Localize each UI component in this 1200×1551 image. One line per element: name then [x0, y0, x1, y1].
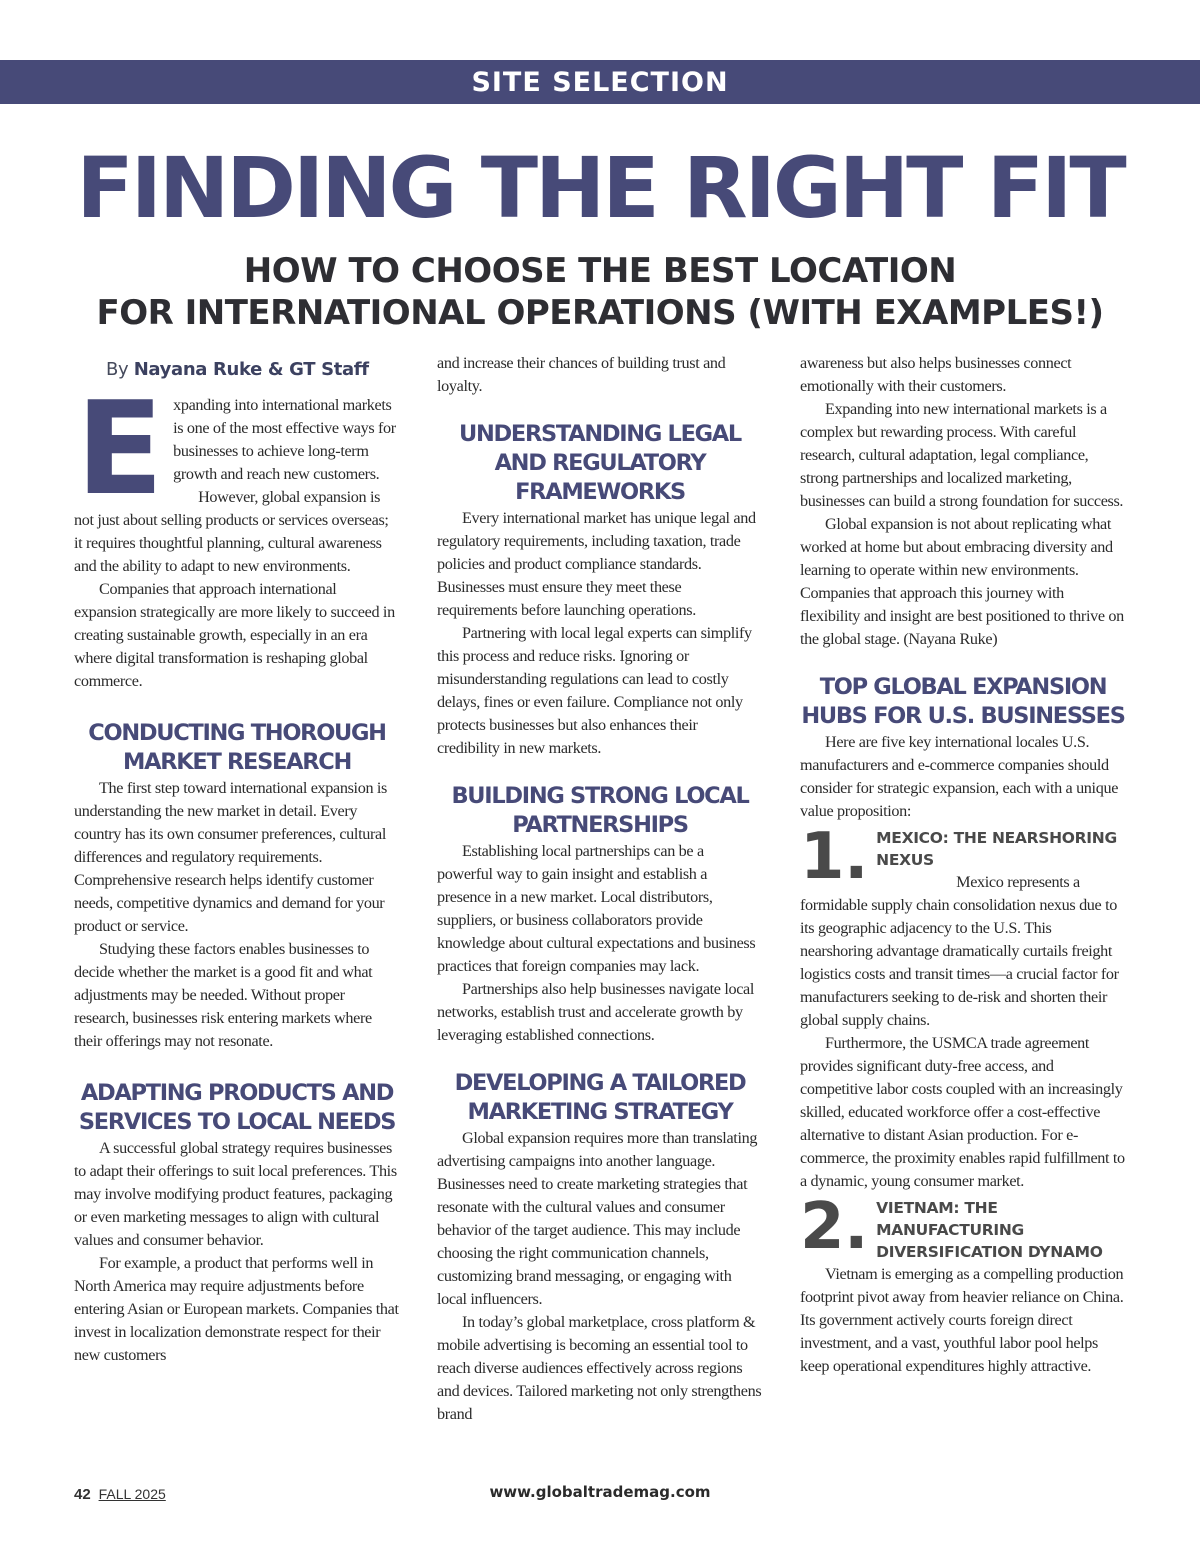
heading-legal: UNDERSTANDING LEGAL AND REGULATORY FRAMEWORKS: [459, 421, 741, 505]
hub-number: 2.: [800, 1190, 869, 1264]
column-2: [437, 352, 763, 1462]
drop-cap: E: [76, 375, 164, 524]
heading-hubs: TOP GLOBAL EXPANSION HUBS FOR U.S. BUSINESSES: [801, 674, 1125, 729]
page-number: 42: [74, 1486, 91, 1503]
body-paragraph: Here are five key international locales U.S. manufacturers and e-commerce companies should consider for strategic expansion, each with a unique value proposition:: [800, 733, 1119, 820]
continued-paragraph: and increase their chances of building trust and loyalty.: [437, 354, 726, 395]
body-paragraph: For example, a product that performs well in North America may require adjustments before entering Asian or European markets. Companies that invest in localization demonstrate respect for their new customers: [74, 1254, 399, 1364]
hub-number: 1.: [800, 820, 869, 894]
intro-paragraph: xpanding into international markets is one of the most effective ways for businesses to achieve long-term growth and reach new customers.: [173, 396, 396, 483]
body-paragraph: Establishing local partnerships can be a powerful way to gain insight and establish a presence in a new market. Local distributors, suppliers, or business collaborators provide knowledge about cultural expectations and business practices that foreign companies may lack.: [437, 842, 756, 975]
body-paragraph: A successful global strategy requires businesses to adapt their offerings to suit local preferences. This may involve modifying product features, packaging or even marketing messages to align with cultural values and consumer behavior.: [74, 1139, 397, 1249]
body-paragraph: Global expansion is not about replicating what worked at home but about embracing diversity and learning to operate within new environments. Companies that approach this journey with flexibility and insight are best positioned to thrive on the global stage. (Nayana Ruke): [800, 515, 1124, 648]
hub-title: MEXICO: THE NEARSHORING NEXUS: [876, 829, 1117, 869]
column-3: [800, 352, 1126, 1462]
body-paragraph: Expanding into new international markets is a complex but rewarding process. With careful research, cultural adaptation, legal compliance, strong partnerships and localized marketing, businesses can build a strong foundation for success.: [800, 400, 1124, 510]
body-paragraph: Studying these factors enables businesses to decide whether the market is a good fit and what adjustments may be needed. Without proper research, businesses risk entering markets where their offerings may not resonate.: [74, 940, 373, 1050]
body-paragraph: Global expansion requires more than translating advertising campaigns into another language. Businesses need to create marketing strategies that resonate with the cultural values and consumer behavior of the target audience. This may include choosing the right communication channels, customizing brand messaging, or engaging with local influencers.: [437, 1129, 758, 1308]
body-paragraph: Every international market has unique legal and regulatory requirements, including taxation, trade policies and product compliance standards. Businesses must ensure they meet these requirements before launching operations.: [437, 509, 756, 619]
website-url: www.globaltrademag.com: [489, 1483, 711, 1501]
byline-prefix: By: [106, 359, 129, 380]
heading-marketing: DEVELOPING A TAILORED MARKETING STRATEGY: [454, 1070, 746, 1125]
continued-paragraph: awareness but also helps businesses connect emotionally with their customers.: [800, 354, 1072, 395]
byline: [74, 358, 400, 382]
deck-line-2: FOR INTERNATIONAL OPERATIONS (WITH EXAMPLES!): [96, 293, 1104, 333]
hub-title: VIETNAM: THE MANUFACTURING DIVERSIFICATION DYNAMO: [876, 1199, 1103, 1261]
heading-partnerships: BUILDING STRONG LOCAL PARTNERSHIPS: [451, 783, 749, 838]
issue-label: FALL 2025: [98, 1486, 166, 1502]
deck: [0, 250, 1200, 334]
heading-adapting: ADAPTING PRODUCTS AND SERVICES TO LOCAL NEEDS: [78, 1080, 396, 1135]
deck-line-1: HOW TO CHOOSE THE BEST LOCATION: [243, 251, 957, 291]
headline: FINDING THE RIGHT FIT: [76, 139, 1124, 237]
heading-market-research: CONDUCTING THOROUGH MARKET RESEARCH: [88, 720, 386, 775]
body-paragraph: Partnering with local legal experts can simplify this process and reduce risks. Ignoring or misunderstanding regulations can lead to costly delays, fines or even failure. Compliance not only protects businesses but also enhances their credibility in new markets.: [437, 624, 752, 757]
hub-item: [800, 1190, 1126, 1378]
intro-paragraph: However, global expansion is not just about selling products or services overseas; it requires thoughtful planning, cultural awareness and the ability to adapt to new environments.: [74, 488, 389, 575]
body-paragraph: The first step toward international expansion is understanding the new market in detail. Every country has its own consumer preferences, cultural differences and regulatory requirements. Comprehensive research helps identify customer needs, competitive dynamics and demand for your product or service.: [74, 779, 387, 935]
section-label: SITE SELECTION: [471, 66, 729, 98]
byline-authors: Nayana Ruke & GT Staff: [133, 359, 369, 380]
intro-paragraph: Companies that approach international expansion strategically are more likely to succeed in creating sustainable growth, especially in an era where digital transformation is reshaping global commerce.: [74, 580, 395, 690]
body-paragraph: Partnerships also help businesses navigate local networks, establish trust and accelerate growth by leveraging established connections.: [437, 980, 755, 1044]
body-paragraph: Vietnam is emerging as a compelling production footprint pivot away from heavier reliance on China. Its government actively courts foreign direct investment, and a vast, youthful labor pool helps keep operational expenditures highly attractive.: [800, 1265, 1124, 1375]
hub-item: [800, 820, 1126, 1193]
body-paragraph: Mexico represents a formidable supply chain consolidation nexus due to its geographic adjacency to the U.S. This nearshoring advantage dramatically curtails freight logistics costs and transit times—a crucial factor for manufacturers seeking to de-risk and shorten their global supply chains.: [800, 873, 1119, 1029]
section-banner: [0, 60, 1200, 104]
column-1: [74, 358, 400, 1468]
body-paragraph: In today’s global marketplace, cross platform & mobile advertising is becoming an essential tool to reach diverse audiences effectively across regions and devices. Tailored marketing not only strengthens brand: [437, 1313, 762, 1423]
body-paragraph: Furthermore, the USMCA trade agreement provides significant duty-free access, and competitive labor costs coupled with an increasingly skilled, educated workforce offer a cost-effective alternative to distant Asian production. For e-commerce, the proximity enables rapid fulfillment to a dynamic, young consumer market.: [800, 1034, 1125, 1190]
